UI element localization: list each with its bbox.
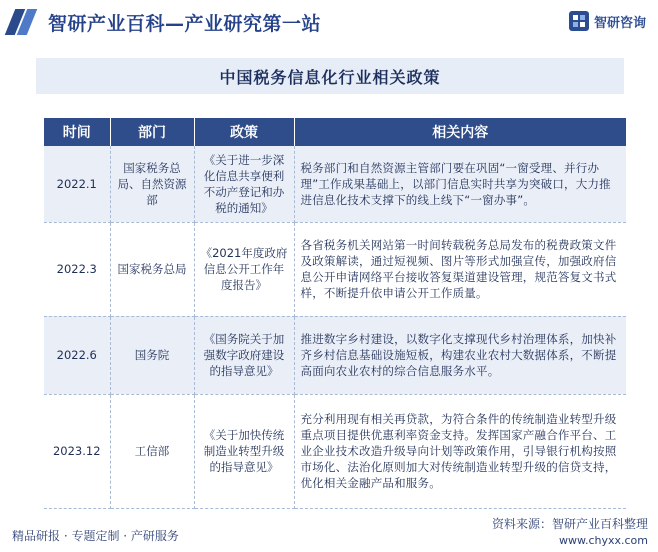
brand-name: 智研咨询 [593,15,646,31]
footer-tagline: 精品研报 · 专题定制 · 产研服务 [12,529,179,543]
table-header-row [44,118,626,146]
cell-policy: 《关于进一步深化信息共享便利不动产登记和办税的通知》 [194,146,294,222]
header-chevron-icon [10,9,34,35]
brand [568,10,646,32]
policy-table [44,118,626,509]
cell-time: 2022.6 [44,316,110,394]
table-row [44,222,626,316]
footer-source-block [492,515,648,547]
table-row [44,146,626,222]
header-title: 智研产业百科—产业研究第一站 [48,12,322,35]
column-header-policy: 政策 [194,118,294,146]
section-banner [36,58,624,94]
section-title: 中国税务信息化行业相关政策 [219,67,441,87]
cell-dept: 国家税务总局 [110,222,194,316]
header-bar [0,0,658,44]
column-header-dept: 部门 [110,118,194,146]
cell-time: 2022.3 [44,222,110,316]
cell-time: 2023.12 [44,394,110,508]
cell-dept: 国务院 [110,316,194,394]
cell-policy: 《关于加快传统制造业转型升级的指导意见》 [194,394,294,508]
brand-logo-icon [568,10,590,32]
cell-content: 各省税务机关网站第一时间转载税务总局发布的税费政策文件及政策解读，通过短视频、图片等形式加强宣传，加强政府信息公开申请网络平台接收答复渠道建设管理，规范答复文书式样，不断提升依申请公开工作质量。 [294,222,626,316]
cell-dept: 工信部 [110,394,194,508]
column-header-time: 时间 [44,118,110,146]
cell-content: 税务部门和自然资源主管部门要在巩固“一窗受理、并行办理”工作成果基础上，以部门信息实时共享为突破口，大力推进信息化技术支撑下的线上线下“一窗办事”。 [294,146,626,222]
table-row [44,394,626,508]
cell-policy: 《国务院关于加强数字政府建设的指导意见》 [194,316,294,394]
cell-time: 2022.1 [44,146,110,222]
cell-policy: 《2021年度政府信息公开工作年度报告》 [194,222,294,316]
cell-content: 推进数字乡村建设，以数字化支撑现代乡村治理体系，加快补齐乡村信息基础设施短板，构建农业农村大数据体系，不断提高面向农业农村的综合信息服务水平。 [294,316,626,394]
website-link[interactable]: www.chyxx.com [558,534,648,547]
table-row [44,316,626,394]
cell-content: 充分利用现有相关再贷款，为符合条件的传统制造业转型升级重点项目提供优惠利率资金支持。发挥国家产融合作平台、工业企业技术改造升级导向计划等政策作用，引导银行机构按照市场化、法治化原则加大对传统制造业转型升级的信贷支持，优化相关金融产品和服务。 [294,394,626,508]
column-header-content: 相关内容 [294,118,626,146]
source-note: 资料来源：智研产业百科整理 [491,517,648,531]
cell-dept: 国家税务总局、自然资源部 [110,146,194,222]
